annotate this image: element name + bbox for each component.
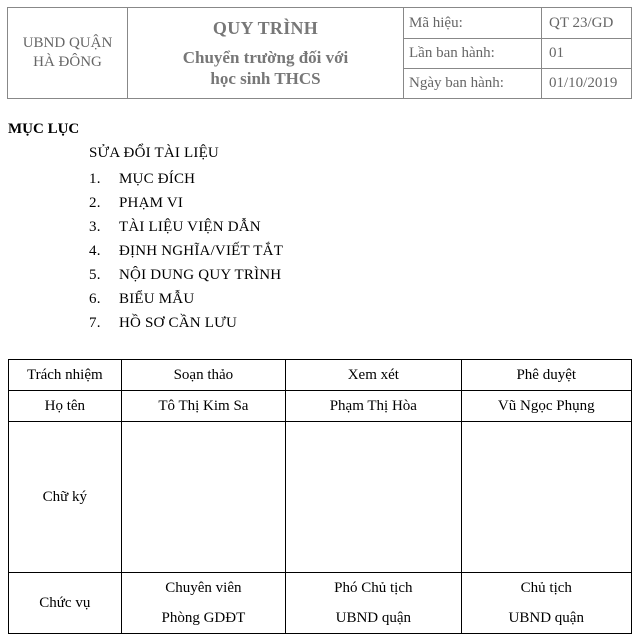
toc-item-label: NỘI DUNG QUY TRÌNH [119, 267, 282, 283]
toc-item [89, 193, 283, 217]
toc-item-label: PHẠM VI [119, 195, 184, 211]
position-label: Chức vụ [9, 573, 122, 634]
header-reviewed: Xem xét [286, 360, 461, 391]
header-drafted: Soạn thảo [121, 360, 285, 391]
toc-item [89, 289, 283, 313]
position-reviewer-line-2: UBND quận [335, 610, 412, 626]
toc-item-number: 2. [89, 195, 101, 211]
meta-value-code: QT 23/GD [542, 8, 632, 39]
position-reviewer-line-1: Phó Chủ tịch [334, 580, 413, 596]
document-title: QUY TRÌNH [212, 18, 319, 38]
header-approved: Phê duyệt [461, 360, 631, 391]
meta-label-date: Ngày ban hành: [404, 69, 542, 99]
toc-list [89, 169, 283, 337]
name-approver: Vũ Ngọc Phụng [461, 391, 631, 422]
meta-value-issue: 01 [542, 39, 632, 69]
signature-label: Chữ ký [9, 422, 122, 573]
position-reviewer [286, 573, 461, 634]
position-drafter [121, 573, 285, 634]
signature-reviewer [286, 422, 461, 573]
position-approver-line-2: UBND quận [508, 610, 584, 626]
document-subtitle-line-2: học sinh THCS [210, 69, 321, 88]
position-drafter-line-1: Chuyên viên [165, 580, 242, 596]
signature-table [8, 359, 632, 634]
toc-item-revision: SỬA ĐỔI TÀI LIỆU [89, 145, 219, 161]
organization-line-2: HÀ ĐÔNG [33, 54, 102, 70]
toc-item-label: TÀI LIỆU VIỆN DẪN [119, 219, 261, 235]
signature-approver [461, 422, 631, 573]
toc-item-label: BIỂU MẪU [119, 291, 195, 307]
toc-item-number: 6. [89, 291, 101, 307]
toc-item-number: 3. [89, 219, 101, 235]
toc-item-label: HỒ SƠ CẦN LƯU [119, 315, 237, 331]
name-reviewer: Phạm Thị Hòa [286, 391, 461, 422]
position-approver [461, 573, 631, 634]
toc-item-label: MỤC ĐÍCH [119, 171, 196, 187]
name-label: Họ tên [9, 391, 122, 422]
toc-item [89, 217, 283, 241]
toc-heading: MỤC LỤC [8, 121, 80, 137]
organization-name [8, 8, 128, 99]
toc-item [89, 169, 283, 193]
document-header [7, 7, 632, 99]
organization-line-1: UBND QUẬN [22, 35, 113, 51]
header-responsibility: Trách nhiệm [9, 360, 122, 391]
meta-label-code: Mã hiệu: [404, 8, 542, 39]
toc-item-label: ĐỊNH NGHĨA/VIẾT TẮT [119, 243, 284, 259]
document-subtitle-line-1: Chuyển trường đối với [182, 48, 349, 67]
document-title-block [128, 8, 404, 99]
toc-item [89, 313, 283, 337]
signature-drafter [121, 422, 285, 573]
toc-item [89, 241, 283, 265]
position-approver-line-1: Chủ tịch [520, 580, 572, 596]
toc-item-number: 7. [89, 315, 101, 331]
meta-label-issue: Lần ban hành: [404, 39, 542, 69]
toc-item-number: 5. [89, 267, 101, 283]
name-drafter: Tô Thị Kim Sa [121, 391, 285, 422]
toc-item-number: 4. [89, 243, 101, 259]
toc-item-number: 1. [89, 171, 101, 187]
toc-item [89, 265, 283, 289]
position-drafter-line-2: Phòng GDĐT [161, 610, 246, 626]
meta-value-date: 01/10/2019 [542, 69, 632, 99]
